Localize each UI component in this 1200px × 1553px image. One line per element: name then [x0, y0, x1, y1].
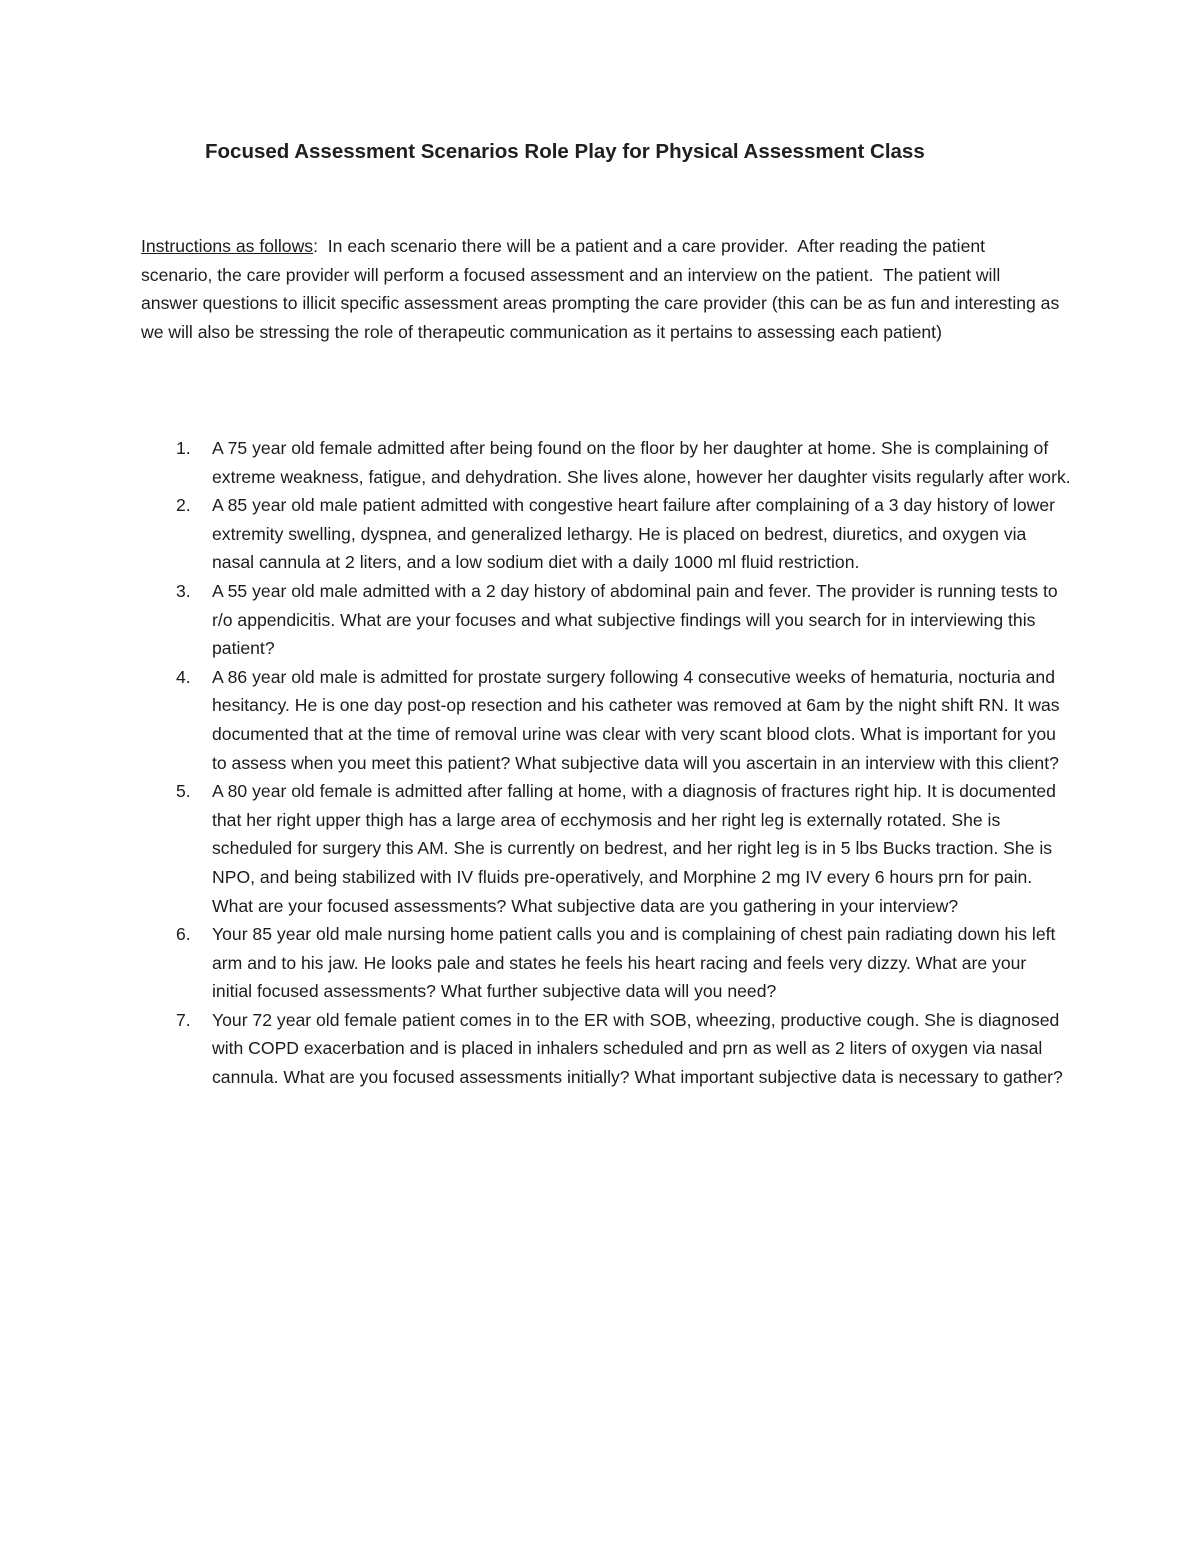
scenario-number: 6. — [176, 924, 191, 945]
instructions-body: In each scenario there will be a patient and a care provider. After reading the patient scenario, the care provider will perform a focused assessment and an interview on the patient. The patient will answer questions to illicit specific assessment areas prompting the care provider (this can be as fun and interesting as we will also be stressing the role of therapeutic communication as it pertains to assessing each patient) — [141, 236, 1065, 342]
scenario-item — [141, 434, 1071, 491]
scenario-text: Your 72 year old female patient comes in to the ER with SOB, wheezing, productive cough. She is diagnosed with COPD exacerbation and is placed in inhalers scheduled and prn as well as 2 liters of oxygen via nasal cannula. What are you focused assessments initially? What important subjective data is necessary to gather? — [212, 1009, 1063, 1088]
scenario-number: 7. — [176, 1009, 191, 1030]
instructions-paragraph — [141, 232, 1065, 346]
scenario-text: A 55 year old male admitted with a 2 day history of abdominal pain and fever. The provider is running tests to r/o appendicitis. What are your focuses and what subjective findings will you search for in interviewing this patient? — [212, 580, 1058, 659]
scenario-text: Your 85 year old male nursing home patient calls you and is complaining of chest pain radiating down his left arm and to his jaw. He looks pale and states he feels his heart racing and feels very dizzy. What are your initial focused assessments? What further subjective data will you need? — [212, 924, 1056, 1002]
scenario-item — [141, 1006, 1071, 1092]
instructions-colon: : — [313, 236, 318, 256]
scenario-item — [141, 777, 1071, 920]
scenario-item — [141, 920, 1071, 1006]
scenario-number: 5. — [176, 781, 191, 802]
scenario-text: A 85 year old male patient admitted with congestive heart failure after complaining of a 3 day history of lower extremity swelling, dyspnea, and generalized lethargy. He is placed on bedrest, diuretics, and oxygen via nasal cannula at 2 liters, and a low sodium diet with a daily 1000 ml fluid restriction. — [212, 495, 1056, 573]
scenario-text: A 80 year old female is admitted after falling at home, with a diagnosis of fractures right hip. It is documented that her right upper thigh has a large area of ecchymosis and her right leg is externally rotated. She is scheduled for surgery this AM. She is currently on bedrest, and her right leg is in 5 lbs Bucks traction. She is NPO, and being stabilized with IV fluids pre-operatively, and Morphine 2 mg IV every 6 hours prn for pain. What are your focused assessments? What subjective data are you gathering in your interview? — [212, 781, 1056, 916]
scenario-list — [141, 434, 1071, 1092]
scenario-number: 2. — [176, 495, 191, 516]
instructions-lead: Instructions as follows — [141, 236, 314, 256]
scenario-item — [141, 663, 1071, 777]
scenario-item — [141, 577, 1071, 663]
scenario-number: 4. — [176, 666, 191, 687]
scenario-number: 1. — [176, 438, 191, 458]
scenario-text: A 86 year old male is admitted for prostate surgery following 4 consecutive weeks of hematuria, nocturia and hesitancy. He is one day post-op resection and his catheter was removed at 6am by the night shift RN. It was documented that at the time of removal urine was clear with very scant blood clots. What is important for you to assess when you meet this patient? What subjective data will you ascertain in an interview with this client? — [212, 666, 1060, 773]
scenario-item — [141, 491, 1071, 577]
scenario-text: A 75 year old female admitted after being found on the floor by her daughter at home. She is complaining of extreme weakness, fatigue, and dehydration. She lives alone, however her daughter visits regularly after work. — [212, 438, 1071, 487]
scenario-number: 3. — [176, 580, 191, 601]
document-title: Focused Assessment Scenarios Role Play for Physical Assessment Class — [205, 140, 925, 163]
